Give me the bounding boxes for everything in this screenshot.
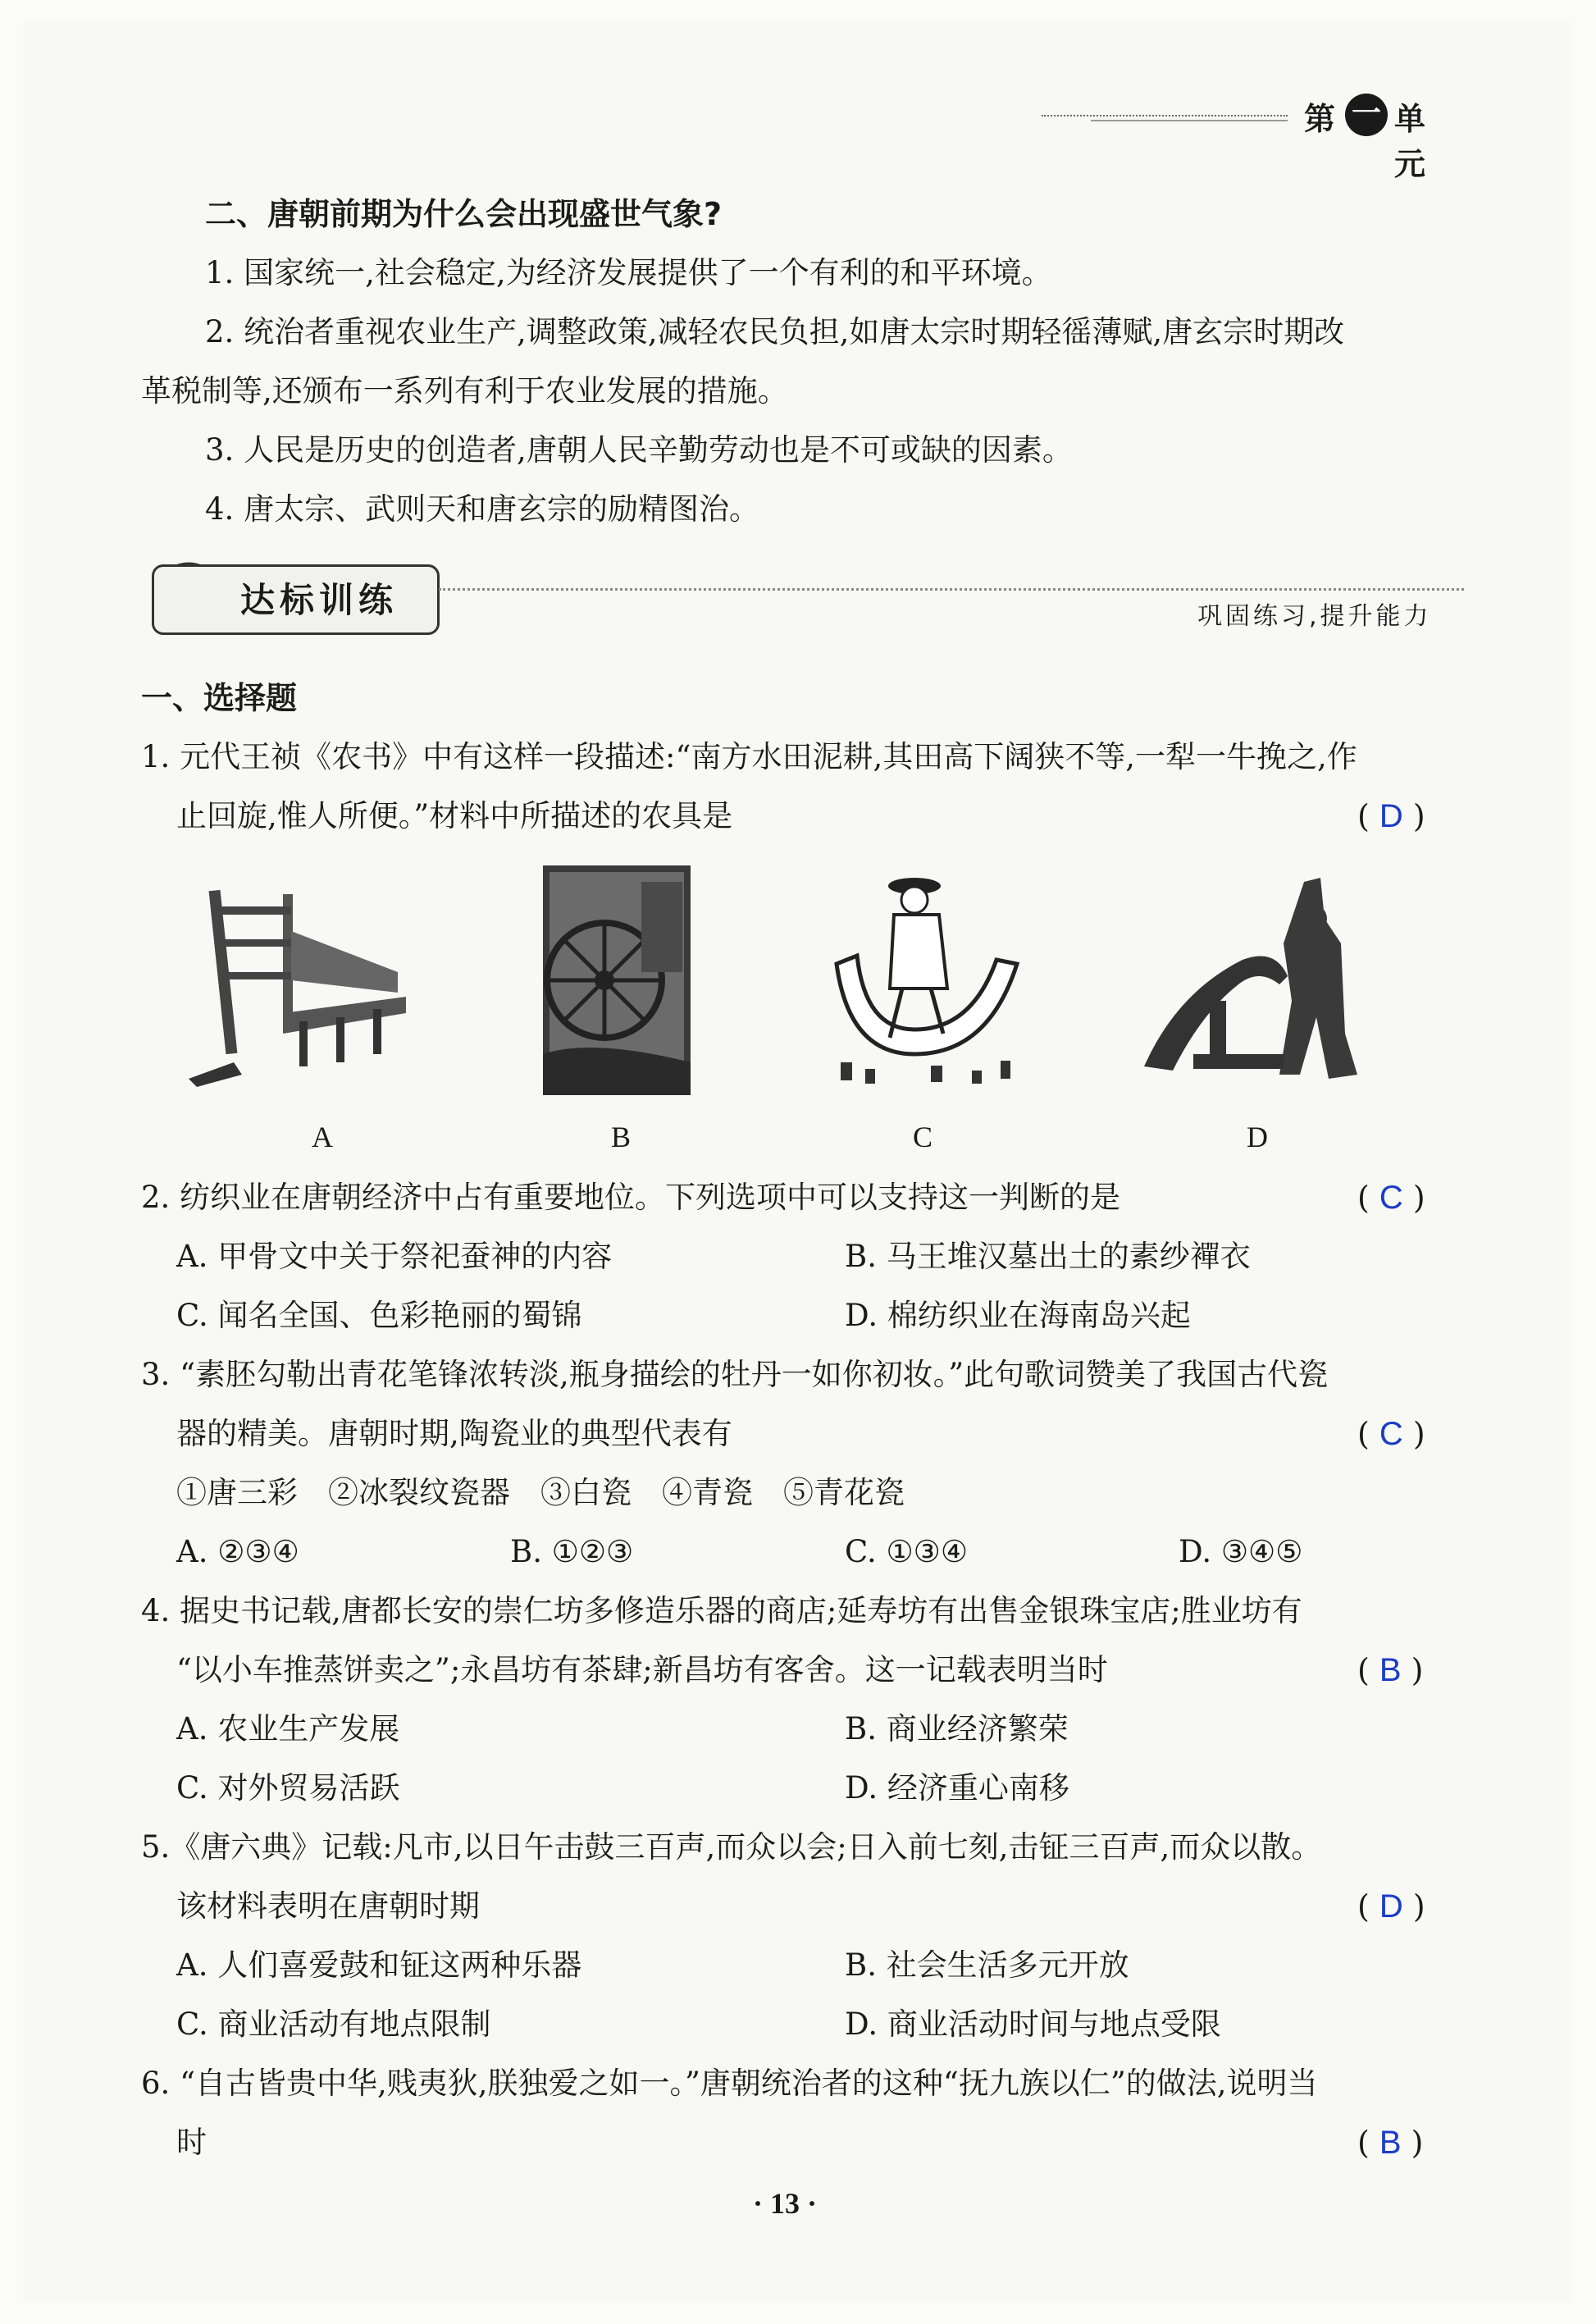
option-D: D. 商业活动时间与地点受限 [845,2007,1221,2042]
answer-bracket-2: ( C ) [1357,1180,1425,1216]
question-3-line1: 3. “素胚勾勒出青花笔锋浓转淡,瓶身描绘的牡丹一如你初妆。”此句歌词赞美了我国古代瓷 [141,1357,1329,1392]
image-label-C: C [913,1121,933,1153]
question-2-stem: 2. 纺织业在唐朝经济中占有重要地位。下列选项中可以支持这一判断的是 [141,1180,1121,1215]
question-4-line2: “以小车推蒸饼卖之”;永昌坊有茶肆;新昌坊有客舍。这一记载表明当时 [176,1652,1108,1687]
answer-2: C [1379,1180,1403,1216]
option-C: C. 商业活动有地点限制 [176,2007,491,2042]
answer-5: D [1379,1888,1403,1924]
paragraph: 2. 统治者重视农业生产,调整政策,减轻农民负担,如唐太宗时期轻徭薄赋,唐玄宗时期改 [205,314,1345,349]
banner-box [152,564,440,635]
unit-prefix: 第 [1304,101,1336,137]
farmer-boat-image [832,865,1021,1095]
paragraph: 1. 国家统一,社会稳定,为经济发展提供了一个有利的和平环境。 [205,255,1052,290]
answer-6: B [1379,2125,1402,2161]
waterwheel-image [543,865,691,1095]
unit-number-badge: 一 [1345,94,1388,136]
option-B: B. 马王堆汉墓出土的素纱襌衣 [845,1239,1251,1274]
question-6-line2: 时 [176,2125,207,2160]
option-C: C. 闻名全国、色彩艳丽的蜀锦 [176,1298,582,1333]
unit-suffix: 单元 [1394,101,1426,182]
image-label-D: D [1247,1121,1268,1153]
section-heading: 二、唐朝前期为什么会出现盛世气象? [205,196,723,232]
option-D: D. ③④⑤ [1179,1534,1303,1569]
image-label-B: B [611,1121,632,1153]
option-A: A. 人们喜爱鼓和钲这两种乐器 [176,1947,582,1983]
answer-bracket-5: ( D ) [1357,1888,1425,1924]
option-B: B. ①②③ [510,1534,634,1569]
question-6-line1: 6. “自古皆贵中华,贱夷狄,朕独爱之如一。”唐朝统治者的这种“抚九族以仁”的做法,说明当 [141,2066,1318,2101]
option-A: A. 农业生产发展 [176,1711,400,1746]
option-B: B. 社会生活多元开放 [845,1947,1129,1983]
question-5-line1: 5.《唐六典》记载:凡市,以日午击鼓三百声,而众以会;日入前七刻,击钲三百声,而众以散。 [141,1829,1322,1865]
header-rule [1042,115,1288,116]
option-D: D. 经济重心南移 [845,1770,1069,1806]
question-3-line2: 器的精美。唐朝时期,陶瓷业的典型代表有 [176,1416,732,1451]
question-4-line1: 4. 据史书记载,唐都长安的崇仁坊多修造乐器的商店;延寿坊有出售金银珠宝店;胜业坊有 [141,1593,1302,1628]
paragraph: 4. 唐太宗、武则天和唐玄宗的励精图治。 [205,491,760,527]
answer-3: C [1379,1416,1403,1452]
option-D: D. 棉纺织业在海南岛兴起 [845,1298,1191,1333]
option-C: C. 对外贸易活跃 [176,1770,400,1806]
option-B: B. 商业经济繁荣 [845,1711,1069,1746]
plow-rake-image [185,882,414,1091]
question-3-items: ①唐三彩 ②冰裂纹瓷器 ③白瓷 ④青瓷 ⑤青花瓷 [176,1475,905,1510]
paragraph: 革税制等,还颁布一系列有利于农业发展的措施。 [141,373,788,409]
answer-bracket-4: ( B ) [1357,1652,1424,1688]
image-label-A: A [312,1121,333,1153]
answer-1: D [1379,798,1403,834]
banner-subtitle: 巩固练习,提升能力 [1197,602,1432,631]
choice-heading: 一、选择题 [141,680,298,716]
page-number: · 13 · [753,2187,818,2220]
answer-4: B [1379,1652,1402,1688]
answer-bracket-3: ( C ) [1357,1416,1425,1452]
paragraph: 3. 人民是历史的创造者,唐朝人民辛勤劳动也是不可或缺的因素。 [205,432,1073,468]
header-rule-2 [1091,120,1288,121]
question-1-line1: 1. 元代王祯《农书》中有这样一段描述:“南方水田泥耕,其田高下阔狭不等,一犁一牛挽之,作 [141,739,1357,774]
answer-bracket-1: ( D ) [1357,798,1425,834]
banner-rule [439,588,1464,591]
banner-title: 达标训练 [240,580,399,620]
option-C: C. ①③④ [845,1534,969,1569]
option-A: A. 甲骨文中关于祭祀蚕神的内容 [176,1239,613,1274]
option-A: A. ②③④ [176,1534,299,1569]
question-5-line2: 该材料表明在唐朝时期 [176,1888,480,1924]
question-1-line2: 止回旋,惟人所便。”材料中所描述的农具是 [176,798,733,833]
answer-bracket-6: ( B ) [1357,2125,1424,2161]
plow-ox-image [1136,870,1366,1091]
